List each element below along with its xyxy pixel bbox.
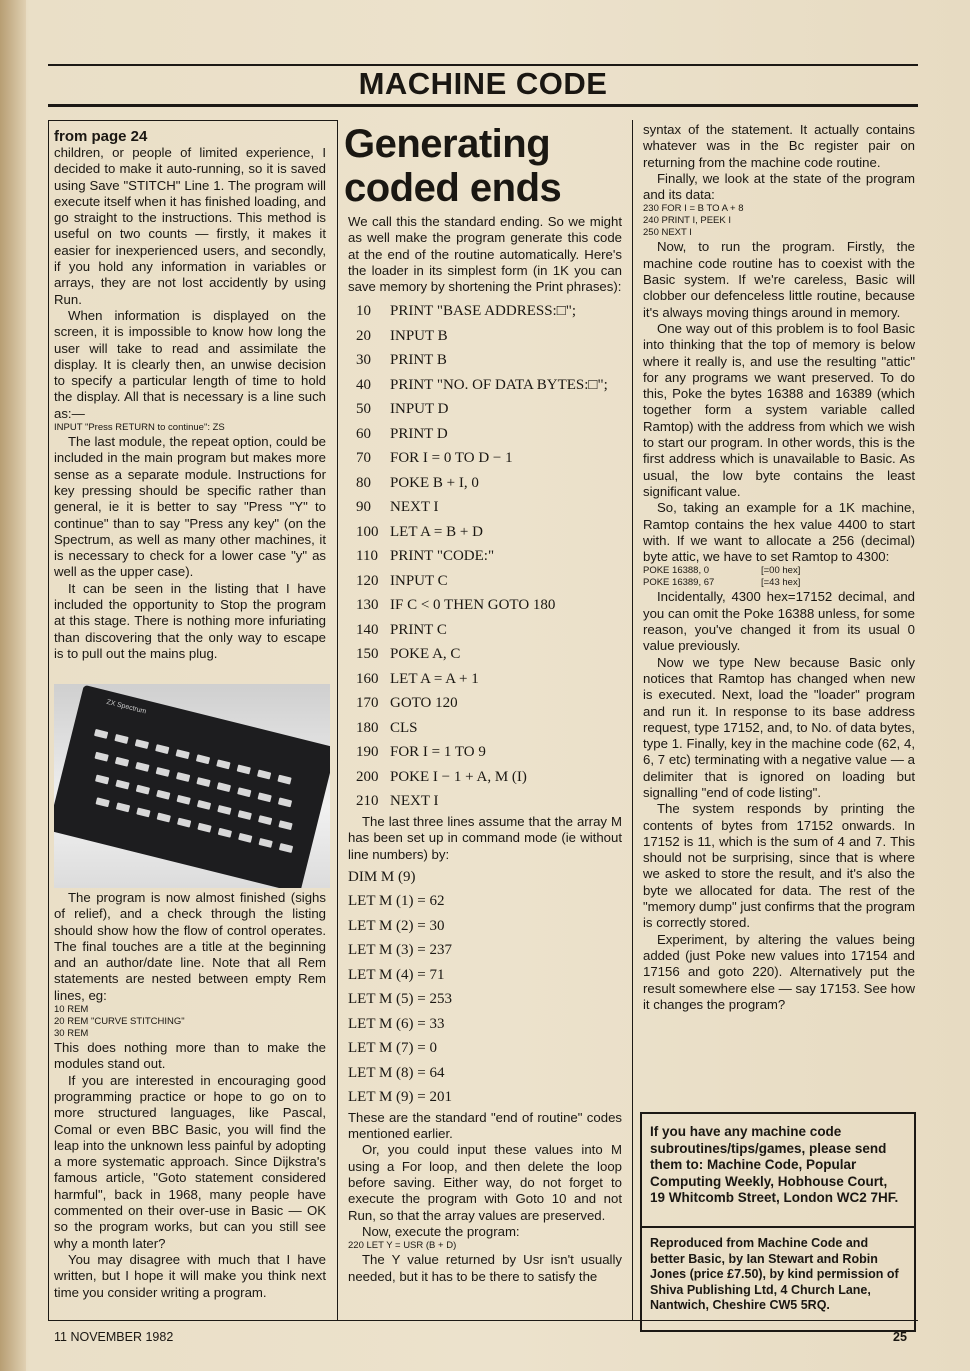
col1-paragraph: You may disagree with much that I have written, but I hope it will make you think next time you consider writing a program. — [54, 1251, 326, 1300]
col1-frame-top — [48, 120, 338, 121]
line-number: 200 — [356, 768, 379, 785]
keyboard-key — [155, 744, 169, 754]
listing-line — [356, 716, 622, 741]
line-statement: IF C < 0 THEN GOTO 180 — [390, 597, 556, 614]
keyboard-key — [156, 790, 170, 800]
rem-line: 20 REM "CURVE STITCHING" — [54, 1016, 185, 1028]
dim-line: LET M (7) = 0 — [348, 1040, 438, 1057]
dim-line: DIM M (9) — [348, 868, 416, 885]
spectrum-keyboard-image — [54, 685, 330, 888]
keyboard-key — [176, 772, 190, 782]
keyboard-key — [136, 785, 150, 795]
line-statement: PRINT B — [390, 352, 447, 369]
listing-line — [356, 569, 622, 594]
poke-line — [643, 577, 915, 589]
dim-line: LET M (4) = 71 — [348, 966, 445, 983]
listing-line — [356, 373, 622, 398]
headline-line-1: Generating — [344, 122, 551, 166]
keyboard-key — [277, 775, 291, 785]
listing-line — [356, 789, 622, 814]
credit-box: Reproduced from Machine Code and better Basic, by Ian Stewart and Robin Jones (price £7.50), by kind permission of Shiva Publishing Ltd, 4 Church Lane, Nantwich, Cheshire CW5 5RQ. — [640, 1226, 916, 1332]
code-line: 240 PRINT I, PEEK I — [643, 215, 732, 227]
dim-line: LET M (8) = 64 — [348, 1064, 445, 1081]
from-page-label: from page 24 — [54, 128, 148, 145]
keyboard-key — [279, 843, 293, 853]
listing-line — [356, 446, 622, 471]
code-line: 230 FOR I = B TO A + 8 — [643, 203, 744, 215]
column-1 — [54, 128, 326, 662]
col2-paragraph: The Y value returned by Usr isn't usually needed, but it has to be there to satisfy the — [348, 1252, 622, 1284]
keyboard-key — [115, 780, 129, 790]
col2-paragraph: Now, execute the program: — [362, 1223, 520, 1239]
line-number: 160 — [356, 670, 379, 687]
line-number: 10 — [356, 303, 371, 320]
line-number: 170 — [356, 695, 379, 712]
footer-date: 11 NOVEMBER 1982 — [54, 1330, 174, 1344]
line-statement: NEXT I — [390, 793, 439, 810]
submissions-box: If you have any machine code subroutines/tips/games, please send them to: Machine Code, Popular Computing Weekly, Hobhouse Court, 19 Whitcomb Street, London WC2 7HF. — [640, 1112, 916, 1228]
keyboard-key — [95, 775, 109, 785]
keyboard-key — [135, 762, 149, 772]
dim-line: LET M (5) = 253 — [348, 991, 453, 1008]
line-number: 120 — [356, 572, 379, 589]
col2-paragraph: We call this the standard ending. So we might as well make the program generate this code at the end of the routine automatically. Here's the loader in its simplest form (in 1K you can save memory by shortening the Print phrases): — [348, 214, 622, 295]
keyboard-key — [258, 838, 272, 848]
keyboard-key — [176, 795, 190, 805]
col3-paragraph: So, taking an example for a 1K machine, Ramtop contains the hex value 4400 to start with. If we want to allocate a 256 (decimal) byte attic, we have to set Ramtop to 4300: — [643, 500, 915, 565]
keyboard-key — [175, 749, 189, 759]
col1-paragraph: children, or people of limited experience, I decided to make it auto-running, so it is saved using Save "STITCH" Line 1. The program will execute itself when it has finished loading, and go straight to the instructions. This method is useful on two counts — firstly, it makes it easier for inexperienced users, and secondly, if you hold any information in variables or arrays, they are not lost accidently by using Run. — [54, 145, 326, 307]
dim-line: LET M (3) = 237 — [348, 942, 453, 959]
col2-paragraph: These are the standard "end of routine" codes mentioned earlier. — [348, 1109, 622, 1142]
col1-paragraph: The program is now almost finished (sighs of relief), and a check through the listing should show how the flow of control operates. The final touches are a title at the beginning and an author/date line. Note that all Rem statements are nested between empty Rem lines, eg: — [54, 890, 326, 1003]
line-number: 130 — [356, 597, 379, 614]
listing-line — [356, 422, 622, 447]
line-statement: NEXT I — [390, 499, 439, 516]
dim-line: LET M (1) = 62 — [348, 893, 445, 910]
line-statement: POKE A, C — [390, 646, 461, 663]
keyboard-key — [177, 818, 191, 828]
keyboard-key — [238, 833, 252, 843]
col1-paragraph: When information is displayed on the screen, it is impossible to know how long the user will take to read and assimilate the display. It is clearly then, an unwise decision to specify a particular length of time to hold the display. All that is necessary is a line such as:— — [54, 307, 326, 421]
col3-paragraph: Now we type New because Basic only notices that Ramtop has changed when new is executed. Next, load the "loader" program and run it. In response to its base address request, type 17152, and, to No. of data bytes, type 1. Finally, key in the machine code (62, 4, 6, 7 etc) terminating with a negative value — a delimiter that is ignored on loading but signalling "end of code listing". — [643, 654, 915, 800]
line-statement: CLS — [390, 719, 418, 736]
col1-paragraph: If you are interested in encouraging good programming practice or hope to go on to more structured languages, like Pascal, Comal or even BBC Basic, you will find the leap into the unknown less painful by adopting a more systematic approach. Since Dijkstra's famous article, "Goto statement considered harmful", back in 1968, many people have commented on their over-use in Basic — OK so the program works, but can you still see why a month later? — [54, 1072, 326, 1251]
line-statement: PRINT "NO. OF DATA BYTES:□"; — [390, 376, 608, 393]
page-number: 25 — [893, 1330, 907, 1344]
listing-line — [356, 324, 622, 349]
listing-line — [356, 740, 622, 765]
binding-gutter — [0, 0, 26, 1371]
col1-paragraph: This does nothing more than to make the modules stand out. — [54, 1040, 326, 1072]
keyboard-key — [196, 754, 210, 764]
listing-line — [356, 691, 622, 716]
col2-paragraph: The last three lines assume that the array M has been set up in command mode (ie without line numbers) by: — [348, 813, 622, 862]
line-statement: INPUT B — [390, 327, 448, 344]
col-divider-2 — [632, 120, 633, 1320]
keyboard-key — [197, 800, 211, 810]
line-statement: LET A = A + 1 — [390, 670, 479, 687]
listing-line — [356, 667, 622, 692]
line-number: 20 — [356, 327, 371, 344]
column-2 — [348, 214, 622, 1285]
line-statement: POKE I − 1 + A, M (I) — [390, 768, 527, 785]
col1-paragraph: It can be seen in the listing that I have included the opportunity to Stop the program at this stage. There is nothing more infuriating than discovering that the only way to escape is to pull out the mains plug. — [54, 580, 326, 661]
keyboard-key — [278, 797, 292, 807]
keyboard-key — [135, 739, 149, 749]
listing-line — [356, 299, 622, 324]
code-line: 220 LET Y = USR (B + D) — [348, 1240, 457, 1252]
col3-paragraph: Incidentally, 4300 hex=17152 decimal, and you can omit the Poke 16388 unless, for some reason, you've changed it from its usual 0 value previously. — [643, 589, 915, 654]
poke-code: POKE 16389, 67 — [643, 577, 715, 589]
line-statement: FOR I = 0 TO D − 1 — [390, 450, 513, 467]
col3-paragraph: syntax of the statement. It actually contains whatever was in the Bc register pair on returning from the machine code routine. — [643, 122, 915, 170]
code-line: 250 NEXT I — [643, 227, 692, 239]
line-statement: LET A = B + D — [390, 523, 483, 540]
line-statement: PRINT C — [390, 621, 447, 638]
listing-line — [356, 765, 622, 790]
line-number: 110 — [356, 548, 378, 565]
keyboard-key — [94, 752, 108, 762]
line-number: 30 — [356, 352, 371, 369]
keyboard-key — [237, 764, 251, 774]
line-number: 50 — [356, 401, 371, 418]
listing-line — [356, 520, 622, 545]
keyboard-key — [114, 734, 128, 744]
keyboard-key — [95, 797, 109, 807]
col3-paragraph: Now, to run the program. Firstly, the machine code routine has to coexist with the Basic system. If we're careless, Basic will clobber our defenceless little routine, because it's always moving things around in memory. — [643, 239, 915, 320]
dim-listing — [348, 865, 622, 1110]
line-statement: INPUT D — [390, 401, 449, 418]
line-number: 180 — [356, 719, 379, 736]
keyboard-key — [216, 759, 230, 769]
keyboard-key — [257, 792, 271, 802]
line-number: 140 — [356, 621, 379, 638]
listing-line — [356, 348, 622, 373]
col3-paragraph: The system responds by printing the contents of bytes from 17152 onwards. In 17152 is 11, which is the sum of 4 and 7. This should not be surprising, since that is where we asked to store the result, and it's also the byte we allocated for data. The rest of the "memory dump" just confirms that the program is correctly stored. — [643, 801, 915, 931]
keyboard-key — [218, 828, 232, 838]
col3-paragraph: One way out of this problem is to fool Basic into thinking that the top of memory is below where it really is, and use the resulting "attic" for any programs we want preserved. To do this, Poke the bytes 16388 and 16389 (which together form a system variable called Ramtop) with the address from which we wish to start our program. In other words, this is the first address which is unavailable to Basic. As usual, the low byte contains the least significant value. — [643, 320, 915, 499]
listing-line — [356, 618, 622, 643]
keyboard-key — [196, 777, 210, 787]
keyboard-key — [257, 770, 271, 780]
poke-note: [=43 hex] — [761, 577, 801, 589]
col1-frame-left — [48, 120, 49, 1320]
line-number: 190 — [356, 744, 379, 761]
keyboard-key — [116, 802, 130, 812]
line-number: 80 — [356, 474, 371, 491]
keyboard-key — [136, 807, 150, 817]
listing-line — [356, 544, 622, 569]
listing-line — [356, 593, 622, 618]
keyboard-key — [258, 815, 272, 825]
col3-paragraph: Finally, we look at the state of the program and its data: — [643, 170, 915, 203]
title-rule — [48, 104, 918, 107]
listing-line — [356, 471, 622, 496]
line-number: 60 — [356, 425, 371, 442]
keyboard-key — [278, 820, 292, 830]
listing-line — [356, 495, 622, 520]
code-line: INPUT "Press RETURN to continue": ZS — [54, 422, 225, 434]
line-number: 150 — [356, 646, 379, 663]
keyboard-key — [197, 823, 211, 833]
dim-line: LET M (9) = 201 — [348, 1089, 453, 1106]
poke-code: POKE 16388, 0 — [643, 565, 710, 577]
poke-note: [=00 hex] — [761, 565, 801, 577]
line-statement: PRINT D — [390, 425, 448, 442]
line-number: 70 — [356, 450, 371, 467]
line-number: 100 — [356, 523, 379, 540]
keyboard-key — [94, 729, 108, 739]
line-statement: FOR I = 1 TO 9 — [390, 744, 486, 761]
listing-line — [356, 642, 622, 667]
line-statement: PRINT "CODE:" — [390, 548, 495, 565]
keyboard-key — [217, 782, 231, 792]
line-statement: POKE B + I, 0 — [390, 474, 479, 491]
section-title: MACHINE CODE — [358, 66, 608, 101]
listing-line — [356, 397, 622, 422]
column-3 — [643, 122, 915, 1013]
photo-label: ZX Spectrum — [105, 698, 147, 716]
col1-paragraph: The last module, the repeat option, could be included in the main program but makes more sense as a separate module. Instructions for key pressing should be specific rather than general, ie it is better to say "Press "Y" to continue" than to say "Press any key" (on the Spectrum, as well as many other machines, it is necessary to check for a lower case "y" as well as the upper case). — [54, 434, 326, 580]
keyboard-key — [115, 757, 129, 767]
line-statement: GOTO 120 — [390, 695, 458, 712]
keyboard-key — [238, 810, 252, 820]
rem-line: 30 REM — [54, 1028, 89, 1040]
col2-paragraph: Or, you could input these values into M using a For loop, and then delete the loop before saving. Either way, do not forget to execute the program with Goto 10 and not Run, so that the array values are preserved. — [348, 1142, 622, 1223]
keyboard-key — [156, 767, 170, 777]
loader-listing — [348, 299, 622, 814]
rem-line: 10 REM — [54, 1004, 89, 1016]
poke-line — [643, 565, 915, 577]
dim-line: LET M (6) = 33 — [348, 1015, 445, 1032]
col3-paragraph: Experiment, by altering the values being added (just Poke new values into 17154 and 17156 and goto 220). Alternatively put the result somewhere else — say 17153. See how it changes the program? — [643, 931, 915, 1012]
line-statement: PRINT "BASE ADDRESS:□"; — [390, 303, 577, 320]
article-headline — [344, 122, 624, 210]
line-statement: INPUT C — [390, 572, 448, 589]
col-divider-1 — [337, 120, 338, 1320]
column-1-lower — [54, 890, 326, 1301]
line-number: 90 — [356, 499, 371, 516]
keyboard-key — [157, 813, 171, 823]
zx-spectrum-photo — [54, 684, 330, 888]
keyboard-key — [217, 805, 231, 815]
dim-line: LET M (2) = 30 — [348, 917, 445, 934]
keyboard-key — [237, 787, 251, 797]
line-number: 210 — [356, 793, 379, 810]
headline-line-2: coded ends — [344, 166, 562, 210]
line-number: 40 — [356, 376, 371, 393]
